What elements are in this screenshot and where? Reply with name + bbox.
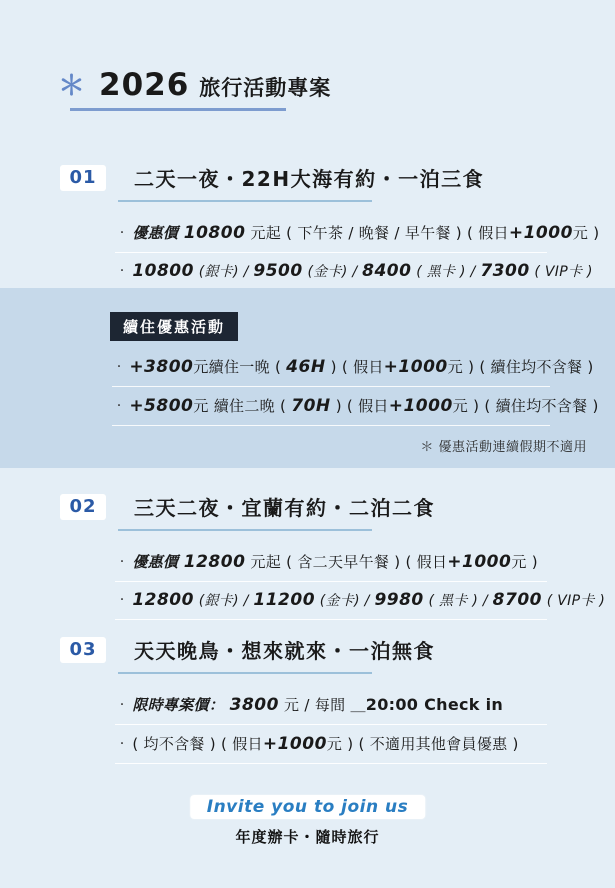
text-segment: 元起 ( 含二天早午餐 ) ( 假日 — [245, 553, 448, 571]
text-segment: (金卡) / — [302, 264, 363, 280]
text-segment: 元 續住二晚 ( — [193, 397, 292, 415]
section-title: 三天二夜・宜蘭有約・二泊二食 — [134, 496, 435, 520]
section-title: 天天晚鳥・想來就來・一泊無食 — [134, 639, 435, 663]
text-segment: (銀卡) / — [193, 593, 254, 609]
text-segment: 元 / 每間 ＿ — [278, 696, 366, 714]
text-segment: 11200 — [253, 590, 316, 610]
text-segment: 元起 ( 下午茶 / 晚餐 / 早午餐 ) ( 假日 — [245, 224, 509, 242]
section-title: 二天一夜・22H大海有約・一泊三食 — [134, 167, 485, 191]
text-segment: +1000 — [388, 396, 453, 416]
text-segment: +1000 — [447, 552, 512, 572]
bullet-line-card-tiers — [115, 253, 593, 291]
bullet-line-card-tiers — [115, 582, 606, 620]
text-segment: ・ — [117, 700, 128, 711]
number-badge: 03 — [60, 637, 106, 663]
invite-text: Invite you to join us — [206, 797, 409, 817]
text-segment: +5800 — [129, 396, 194, 416]
text-segment: ( VIP卡 ) — [542, 593, 606, 609]
text-segment: +3800 — [129, 357, 194, 377]
text-segment: 70H — [291, 396, 331, 416]
text-segment: 20:00 Check in — [365, 695, 504, 714]
asterisk-mark-icon: ＊ — [58, 71, 85, 102]
header-year: 2026 — [99, 67, 190, 103]
text-segment: ・ — [117, 739, 128, 750]
text-segment: +1000 — [508, 223, 573, 243]
text-segment: 優惠價 — [132, 553, 184, 571]
text-segment: ・ — [117, 228, 128, 239]
section-title-underline — [118, 672, 372, 674]
text-segment: 元 ) — [511, 553, 538, 571]
bullet-line-price — [115, 543, 547, 582]
text-segment: +1000 — [383, 357, 448, 377]
bullet-line-conditions — [115, 725, 547, 764]
text-segment: 3800 — [229, 695, 279, 715]
text-segment: 9500 — [253, 261, 303, 281]
text-segment: (銀卡) / — [193, 264, 254, 280]
page-title: 旅行活動專案 — [199, 76, 332, 100]
invite-pill — [190, 795, 426, 819]
text-segment: ・ — [117, 557, 128, 568]
text-segment: ) ( 假日 — [325, 358, 384, 376]
header-underline — [70, 108, 286, 111]
text-segment: 12800 — [132, 590, 194, 610]
bullet-line-price — [115, 686, 547, 725]
text-segment: ・ — [114, 362, 125, 373]
text-segment: 元 ) ( 續住均不含餐 ) — [447, 358, 594, 376]
extend-stay-band — [0, 288, 615, 468]
text-segment: ) ( 假日 — [330, 397, 389, 415]
text-segment: 元續住一晚 ( — [193, 358, 287, 376]
text-segment: 7300 — [480, 261, 530, 281]
text-segment: 46H — [286, 357, 326, 377]
text-segment: 9980 — [374, 590, 424, 610]
text-segment: ・ — [114, 401, 125, 412]
bullet-line-extend-one-night — [112, 348, 594, 387]
number-badge: 02 — [60, 494, 106, 520]
bullet-line-extend-two-nights — [112, 387, 599, 426]
text-segment: ( 黑卡 ) / — [423, 593, 493, 609]
text-segment: 優惠價 — [132, 224, 184, 242]
page-header — [58, 64, 331, 111]
section-plan-03 — [60, 635, 560, 764]
section-title-underline — [118, 200, 372, 202]
text-segment: ( 黑卡 ) / — [411, 264, 481, 280]
text-segment: 10800 — [183, 223, 246, 243]
text-segment: ・ — [117, 266, 128, 277]
section-plan-01 — [60, 163, 600, 291]
number-badge: 01 — [60, 165, 106, 191]
bullet-line-price — [115, 214, 600, 253]
holiday-exclusion-note: ＊ 優惠活動連續假期不適用 — [420, 440, 587, 455]
text-segment: ( 均不含餐 ) ( 假日 — [132, 735, 263, 753]
text-segment: ・ — [117, 595, 128, 606]
text-segment: ( VIP卡 ) — [529, 264, 593, 280]
text-segment: 12800 — [183, 552, 246, 572]
text-segment: 元 ) ( 續住均不含餐 ) — [452, 397, 599, 415]
text-segment: (金卡) / — [315, 593, 375, 609]
text-segment: 8400 — [362, 261, 412, 281]
text-segment: 元 ) — [572, 224, 600, 242]
text-segment: 10800 — [132, 261, 194, 281]
text-segment: 元 ) ( 不適用其他會員優惠 ) — [326, 735, 519, 753]
text-segment: +1000 — [262, 734, 327, 754]
section-title-underline — [118, 529, 372, 531]
section-plan-02 — [60, 492, 606, 620]
text-segment: 8700 — [492, 590, 542, 610]
extend-stay-badge: 續住優惠活動 — [110, 312, 238, 341]
text-segment: 限時專案價： — [132, 696, 230, 714]
footer-caption: 年度辦卡・隨時旅行 — [235, 828, 380, 846]
